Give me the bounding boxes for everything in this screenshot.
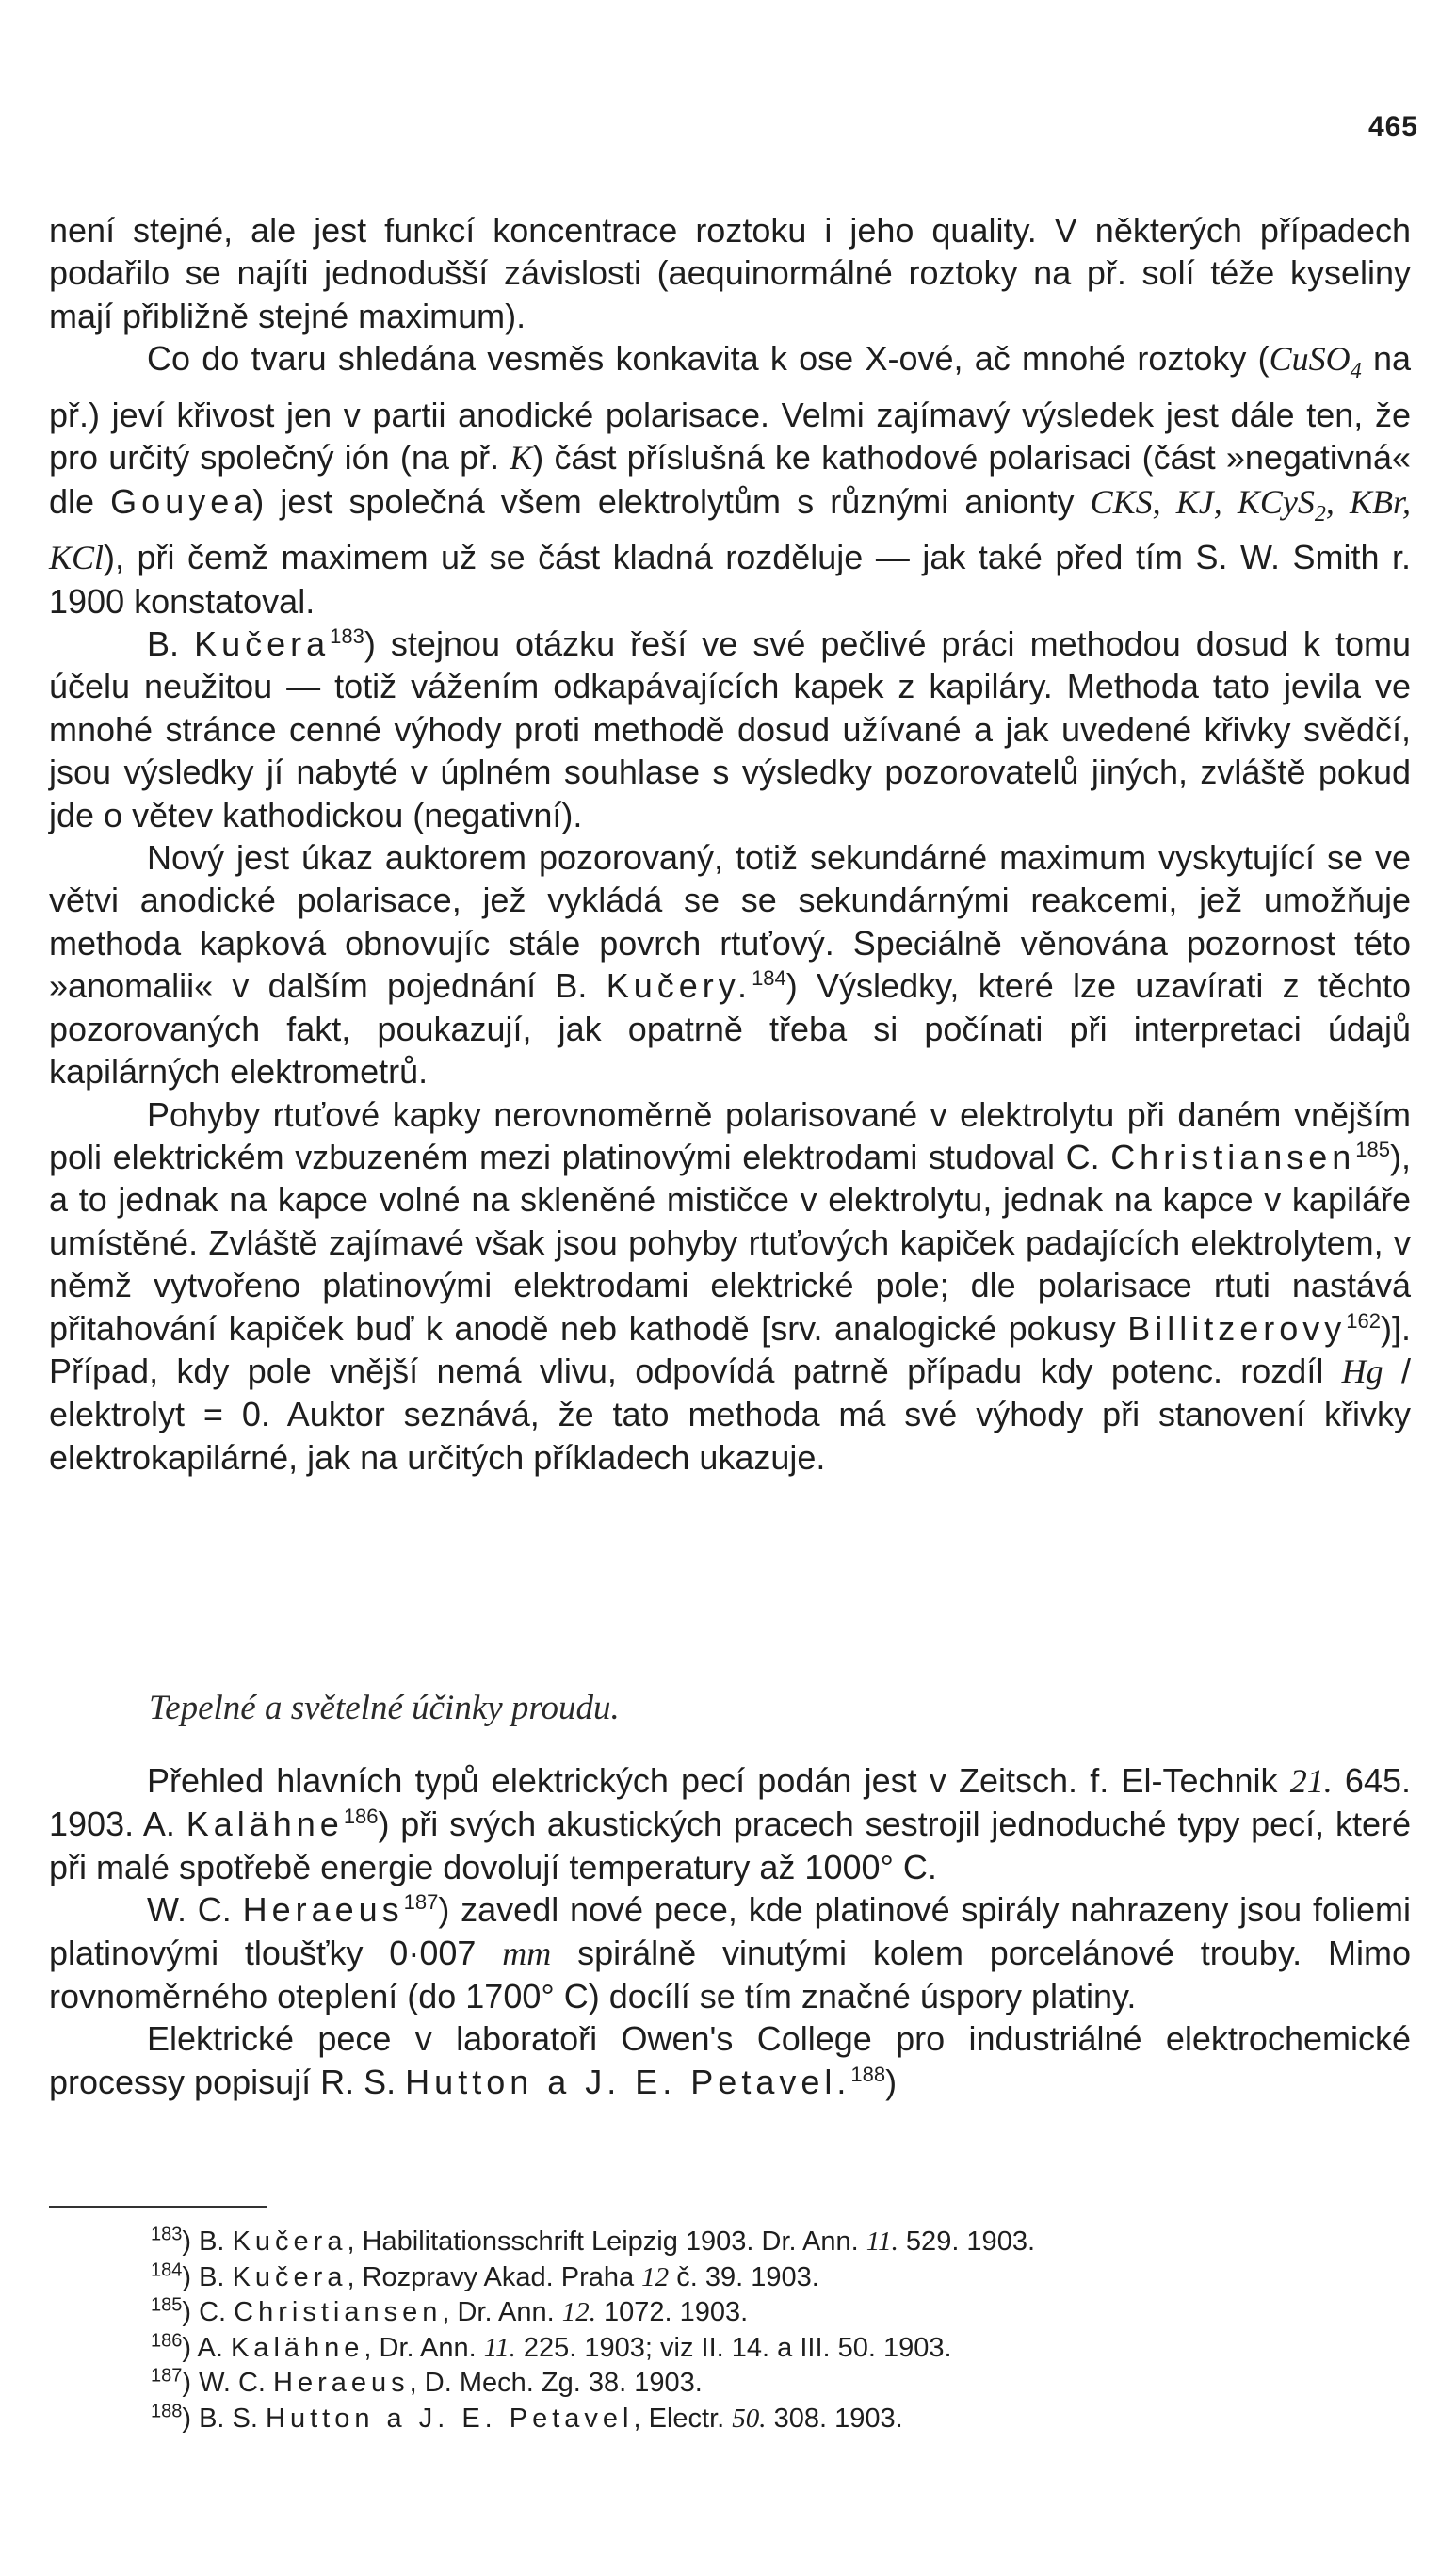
- footnote-ref: 162: [1346, 1308, 1381, 1333]
- paragraph-6: Přehled hlavních typů elektrických pecí podán jest v Zeitsch. f. El-Technik 21. 645. 1903. A. Kalähne$^{186}$) při svých akustických pracech sestrojil jednoduché typy pecí, které při malé spotřebě energie dovolují temperatury až 1000° C.: [49, 1761, 1411, 1886]
- footnote: $^{186}$) A. Kalähne, Dr. Ann. 11. 225. 1903; viz II. 14. a III. 50. 1903.: [151, 2329, 952, 2363]
- body-text-lower: [49, 1759, 1411, 2103]
- author-name: Kučera: [194, 624, 331, 664]
- author-name: Billitzerovy: [1127, 1308, 1347, 1348]
- paragraph-8: Elektrické pece v laboratoři Owen's College pro industriálné elektrochemické processy popisují R. S. Hutton a J. E. Petavel.$^{188}$): [49, 2019, 1411, 2101]
- author-name: Kučery.: [606, 966, 752, 1006]
- body-text-upper: [49, 209, 1411, 1479]
- footnote: $^{187}$) W. C. Heraeus, D. Mech. Zg. 38. 1903.: [151, 2365, 703, 2398]
- footnotes: [151, 2225, 1413, 2436]
- footnote-ref: 184: [752, 966, 786, 991]
- footnote-divider: [49, 2206, 267, 2208]
- paragraph-4: Nový jest úkaz auktorem pozorovaný, totiž sekundárné maximum vyskytující se ve větvi anodické polarisace, jež vykládá se se sekundárnými reakcemi, jež umožňuje methoda kapková obnovujíc stále povrch rtuťový. Speciálně věnována pozornost této »anomalii« v dalším pojednání B. Kučery.$^{184}$) Výsledky, které lze uzavírati z těchto pozorovaných fakt, poukazují, jak opatrně třeba si počínati při interpretaci údajů kapilárných elektrometrů.: [49, 838, 1411, 1092]
- paragraph-2: Co do tvaru shledána vesměs konkavita k ose X-ové, ač mnohé roztoky (CuSO$_4$ na př.) jeví křivost jen v partii anodické polarisace. Velmi zajímavý výsledek jest dále ten, že pro určitý společný ión (na př. K) část příslušná ke kathodové polarisaci (část »negativná« dle Gouyea) jest společná všem elektrolytům s různými anionty CKS, KJ, KCyS$_2$, KBr, KCl), při čemž maximem už se část kladná rozděluje — jak také před tím S. W. Smith r. 1900 konstatoval.: [49, 339, 1411, 621]
- author-name: Hutton a J. E. Petavel.: [405, 2062, 851, 2101]
- page-number: 465: [1367, 111, 1418, 142]
- footnote: $^{184}$) B. Kučera, Rozpravy Akad. Praha 12 č. 39. 1903.: [151, 2258, 819, 2292]
- footnote-ref: 183: [330, 624, 364, 649]
- paragraph-3: B. Kučera$^{183}$) stejnou otázku řeší ve své pečlivé práci methodou dosud k tomu účelu neužitou — totiž vážením odkapávajících kapek z kapiláry. Methoda tato jevila ve mnohé stránce cenné výhody proti methodě dosud užívané a jak uvedené křivky svědčí, jsou výsledky jí nabyté v úplném souhlase s výsledky pozorovatelů jiných, zvláště pokud jde o větev kathodickou (negativní).: [49, 624, 1412, 834]
- author-name: Heraeus: [242, 1890, 404, 1930]
- paragraph-1: není stejné, ale jest funkcí koncentrace roztoku i jeho quality. V některých případech podařilo se najíti jednodušší závislosti (aequinormálné roztoky na př. solí téže kyseliny mají přibližně stejné maximum).: [49, 211, 1411, 335]
- footnote: $^{185}$) C. Christiansen, Dr. Ann. 12. 1072. 1903.: [151, 2294, 749, 2327]
- author-name: Kalähne: [186, 1805, 344, 1844]
- paragraph-7: W. C. Heraeus$^{187}$) zavedl nové pece, kde platinové spirály nahrazeny jsou foliemi platinovými tloušťky 0·007 mm spirálně vinutými kolem porcelánové trouby. Mimo rovnoměrného oteplení (do 1700° C) docílí se tím značné úspory platiny.: [49, 1890, 1412, 2016]
- footnote-ref: 188: [850, 2062, 886, 2086]
- footnote-ref: 186: [343, 1805, 379, 1829]
- paragraph-5: Pohyby rtuťové kapky nerovnoměrně polarisované v elektrolytu při daném vnějším poli elektrickém vzbuzeném mezi platinovými elektrodami studoval C. Christiansen$^{185}$), a to jednak na kapce volné na skleněné mističce v elektrolytu, jednak na kapce v kapiláře umístěné. Zvláště zajímavé však jsou pohyby rtuťových kapiček padajících elektrolytem, v němž vytvořeno platinovými elektrodami elektrické pole; dle polarisace rtuti nastává přitahování kapiček buď k anodě neb kathodě [srv. analogické pokusy Billitzerovy$^{162}$)]. Případ, kdy pole vnější nemá vlivu, odpovídá patrně případu kdy potenc. rozdíl Hg / elektrolyt = 0. Auktor seznává, že tato methoda má své výhody při stanovení křivky elektrokapilárné, jak na určitých příkladech ukazuje.: [49, 1094, 1411, 1477]
- author-name: Christiansen: [1110, 1137, 1356, 1176]
- footnote: $^{188}$) B. S. Hutton a J. E. Petavel, Electr. 50. 308. 1903.: [151, 2400, 903, 2434]
- section-heading: Tepelné a světelné účinky proudu.: [149, 1689, 620, 1727]
- footnote: $^{183}$) B. Kučera, Habilitationsschrift Leipzig 1903. Dr. Ann. 11. 529. 1903.: [151, 2224, 1036, 2257]
- footnote-ref: 185: [1355, 1137, 1390, 1161]
- footnote-ref: 187: [403, 1890, 439, 1915]
